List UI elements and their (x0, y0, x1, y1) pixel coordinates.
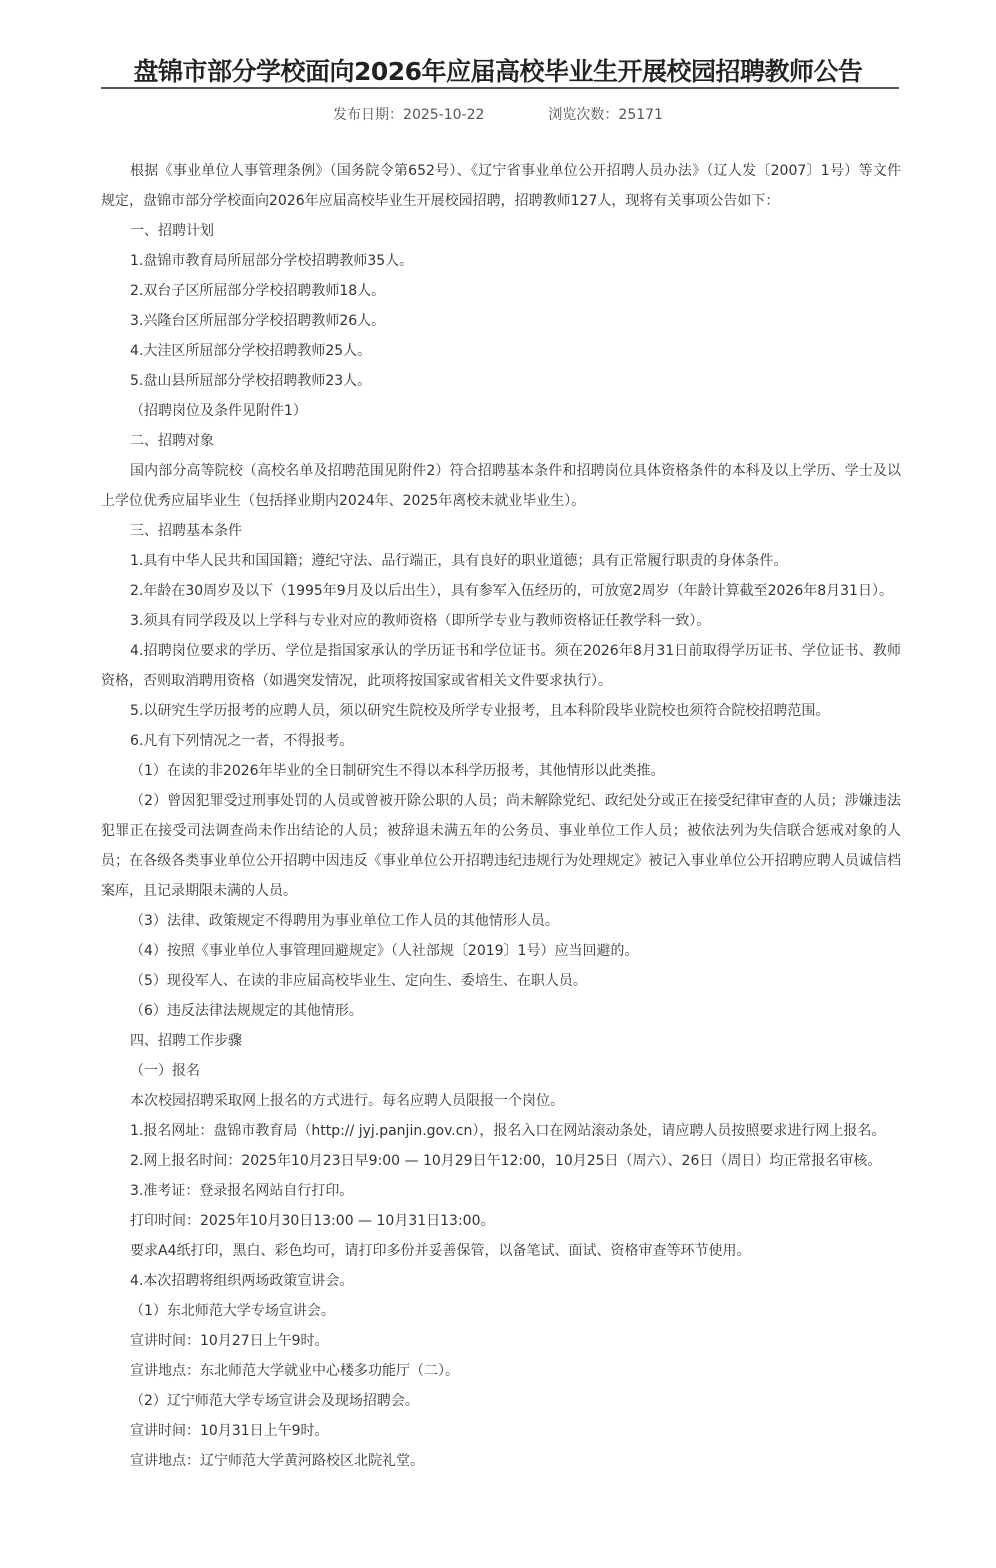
paragraph: （2）辽宁师范大学专场宣讲会及现场招聘会。 (130, 1393, 419, 1409)
subsection-heading: （一）报名 (130, 1063, 200, 1079)
paragraph: 4.本次招聘将组织两场政策宣讲会。 (130, 1273, 354, 1289)
paragraph: 宣讲时间：10月27日上午9时。 (130, 1333, 329, 1349)
paragraph: 1.盘锦市教育局所屈部分学校招聘教师35人。 (130, 253, 414, 269)
paragraph: 根据《事业单位人事管理条例》（国务院令第652号）、《辽宁省事业单位公开招聘人员办法》（辽人发〔2007〕1号）等文件规定，盘锦市部分学校面向2026年应届高校毕业生开展校园招聘，招聘教师127人，现将有关事项公告如下： (101, 163, 901, 209)
paragraph: （2）曾因犯罪受过刑事处罚的人员或曾被开除公职的人员；尚未解除党纪、政纪处分或正在接受纪律审查的人员；涉嫌违法犯罪正在接受司法调查尚未作出结论的人员；被辞退未满五年的公务员、事业单位工作人员；被依法列为失信联合惩戒对象的人员；在各级各类事业单位公开招聘中因违反《事业单位公开招聘违纪违规行为处理规定》被记入事业单位公开招聘应聘人员诚信档案库，且记录期限未满的人员。 (101, 793, 901, 899)
paragraph: （5）现役军人、在读的非应届高校毕业生、定向生、委培生、在职人员。 (130, 973, 587, 989)
paragraph: （3）法律、政策规定不得聘用为事业单位工作人员的其他情形人员。 (130, 913, 559, 929)
paragraph: 5.盘山县所屈部分学校招聘教师23人。 (130, 373, 372, 389)
paragraph: （6）违反法律法规规定的其他情形。 (130, 1003, 363, 1019)
paragraph: 3.须具有同学段及以上学科与专业对应的教师资格（即所学专业与教师资格证任教学科一致）。 (130, 613, 711, 629)
publish-date-label: 发布日期： (333, 107, 404, 123)
paragraph: （1）东北师范大学专场宣讲会。 (130, 1303, 335, 1319)
title-divider (101, 87, 899, 89)
paragraph: 3.准考证：登录报名网站自行打印。 (130, 1183, 354, 1199)
section-heading: 三、招聘基本条件 (130, 523, 242, 539)
section-heading: 二、招聘对象 (130, 433, 214, 449)
paragraph: 国内部分高等院校（高校名单及招聘范围见附件2）符合招聘基本条件和招聘岗位具体资格条件的本科及以上学历、学士及以上学位优秀应届毕业生（包括择业期内2024年、2025年离校未就业毕业生）。 (101, 463, 901, 509)
paragraph: 宣讲地点：东北师范大学就业中心楼多功能厅（二）。 (130, 1363, 459, 1379)
paragraph: 宣讲地点：辽宁师范大学黄河路校区北院礼堂。 (130, 1453, 424, 1469)
paragraph: 3.兴隆台区所屈部分学校招聘教师26人。 (130, 313, 386, 329)
paragraph: 打印时间：2025年10月30日13:00 — 10月31日13:00。 (130, 1213, 495, 1229)
paragraph: 6.凡有下列情况之一者，不得报考。 (130, 733, 354, 749)
paragraph: 宣讲时间：10月31日上午9时。 (130, 1423, 329, 1439)
view-count-label: 浏览次数： (548, 107, 619, 123)
paragraph: （4）按照《事业单位人事管理回避规定》（人社部规〔2019〕1号）应当回避的。 (130, 943, 639, 959)
paragraph: （1）在读的非2026年毕业的全日制研究生不得以本科学历报考，其他情形以此类推。 (130, 763, 665, 779)
paragraph: 1.具有中华人民共和国国籍；遵纪守法、品行端正，具有良好的职业道德；具有正常履行职责的身体条件。 (130, 553, 788, 569)
section-heading: 一、招聘计划 (130, 223, 214, 239)
paragraph: 本次校园招聘采取网上报名的方式进行。每名应聘人员限报一个岗位。 (130, 1093, 564, 1109)
paragraph: 2.年龄在30周岁及以下（1995年9月及以后出生），具有参军入伍经历的，可放宽2周岁（年龄计算截至2026年8月31日）。 (130, 583, 893, 599)
paragraph: 4.大洼区所屈部分学校招聘教师25人。 (130, 343, 372, 359)
section-heading: 四、招聘工作步骤 (130, 1033, 242, 1049)
article-body (101, 156, 901, 1476)
article-meta (0, 104, 996, 126)
paragraph: 2.网上报名时间：2025年10月23日早9:00 — 10月29日午12:00，10月25日（周六）、26日（周日）均正常报名审核。 (130, 1153, 882, 1169)
paragraph: （招聘岗位及条件见附件1） (130, 403, 307, 419)
paragraph: 4.招聘岗位要求的学历、学位是指国家承认的学历证书和学位证书。须在2026年8月31日前取得学历证书、学位证书、教师资格，否则取消聘用资格（如遇突发情况，此项将按国家或省相关文件要求执行）。 (101, 643, 901, 689)
publish-date: 2025-10-22 (403, 107, 485, 123)
page-title: 盘锦市部分学校面向2026年应届高校毕业生开展校园招聘教师公告 (133, 56, 863, 86)
paragraph: 5.以研究生学历报考的应聘人员，须以研究生院校及所学专业报考，且本科阶段毕业院校也须符合院校招聘范围。 (130, 703, 830, 719)
paragraph: 1.报名网址：盘锦市教育局（http:// jyj.panjin.gov.cn），报名入口在网站滚动条处，请应聘人员按照要求进行网上报名。 (130, 1123, 886, 1139)
paragraph: 要求A4纸打印，黑白、彩色均可，请打印多份并妥善保管，以备笔试、面试、资格审查等环节使用。 (130, 1243, 751, 1259)
paragraph: 2.双台子区所屈部分学校招聘教师18人。 (130, 283, 386, 299)
view-count: 25171 (618, 107, 663, 123)
